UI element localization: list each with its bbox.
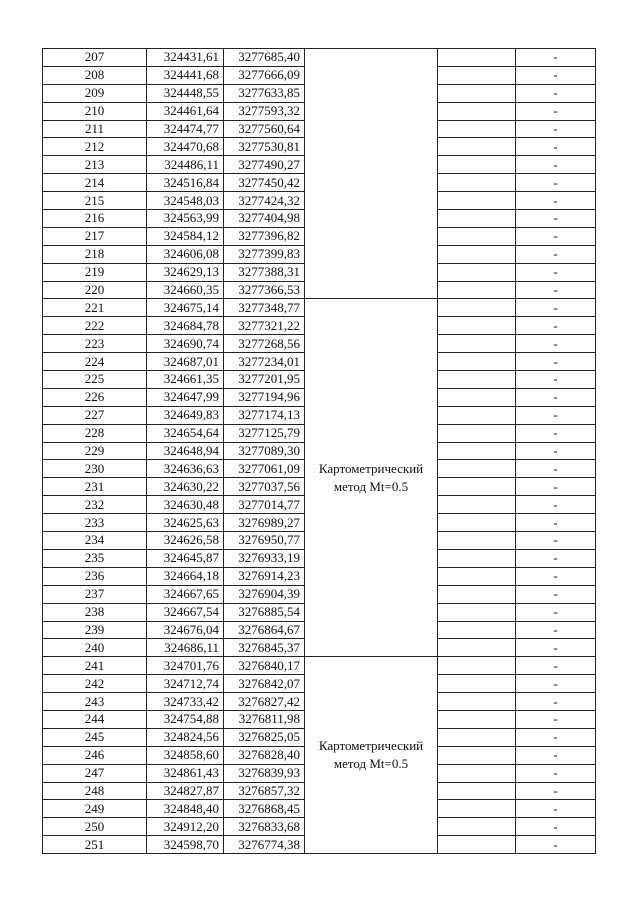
y-coordinate-cell: 3277490,27 [224,156,305,174]
y-coordinate-cell: 3277633,85 [224,84,305,102]
y-coordinate-cell: 3276868,45 [224,800,305,818]
dash-cell: - [516,263,596,281]
dash-cell: - [516,567,596,585]
empty-cell [438,353,516,371]
y-coordinate-cell: 3277089,30 [224,442,305,460]
y-coordinate-cell: 3276828,40 [224,746,305,764]
x-coordinate-cell: 324630,22 [147,478,224,496]
x-coordinate-cell: 324667,65 [147,585,224,603]
dash-cell: - [516,138,596,156]
coordinates-table-body [43,49,596,854]
point-number-cell: 234 [43,532,147,550]
point-number-cell: 250 [43,818,147,836]
point-number-cell: 216 [43,210,147,228]
x-coordinate-cell: 324667,54 [147,603,224,621]
y-coordinate-cell: 3277061,09 [224,460,305,478]
x-coordinate-cell: 324754,88 [147,710,224,728]
point-number-cell: 224 [43,353,147,371]
dash-cell: - [516,460,596,478]
y-coordinate-cell: 3277424,32 [224,192,305,210]
y-coordinate-cell: 3276833,68 [224,818,305,836]
empty-cell [438,49,516,67]
table-row [43,657,596,675]
dash-cell: - [516,818,596,836]
dash-cell: - [516,478,596,496]
dash-cell: - [516,764,596,782]
dash-cell: - [516,192,596,210]
point-number-cell: 213 [43,156,147,174]
y-coordinate-cell: 3276774,38 [224,836,305,854]
empty-cell [438,532,516,550]
point-number-cell: 239 [43,621,147,639]
empty-cell [438,800,516,818]
dash-cell: - [516,49,596,67]
empty-cell [438,549,516,567]
x-coordinate-cell: 324584,12 [147,227,224,245]
y-coordinate-cell: 3277396,82 [224,227,305,245]
point-number-cell: 208 [43,66,147,84]
y-coordinate-cell: 3277014,77 [224,496,305,514]
empty-cell [438,585,516,603]
dash-cell: - [516,657,596,675]
dash-cell: - [516,836,596,854]
dash-cell: - [516,317,596,335]
point-number-cell: 233 [43,514,147,532]
point-number-cell: 215 [43,192,147,210]
point-number-cell: 236 [43,567,147,585]
y-coordinate-cell: 3277593,32 [224,102,305,120]
point-number-cell: 212 [43,138,147,156]
dash-cell: - [516,353,596,371]
empty-cell [438,245,516,263]
empty-cell [438,657,516,675]
empty-cell [438,836,516,854]
x-coordinate-cell: 324675,14 [147,299,224,317]
y-coordinate-cell: 3277201,95 [224,371,305,389]
x-coordinate-cell: 324598,70 [147,836,224,854]
dash-cell: - [516,639,596,657]
empty-cell [438,442,516,460]
point-number-cell: 214 [43,174,147,192]
y-coordinate-cell: 3277388,31 [224,263,305,281]
dash-cell: - [516,746,596,764]
y-coordinate-cell: 3276840,17 [224,657,305,675]
point-number-cell: 246 [43,746,147,764]
dash-cell: - [516,156,596,174]
dash-cell: - [516,621,596,639]
empty-cell [438,746,516,764]
dash-cell: - [516,245,596,263]
dash-cell: - [516,388,596,406]
point-number-cell: 232 [43,496,147,514]
point-number-cell: 247 [43,764,147,782]
empty-cell [438,102,516,120]
dash-cell: - [516,281,596,299]
x-coordinate-cell: 324912,20 [147,818,224,836]
dash-cell: - [516,603,596,621]
y-coordinate-cell: 3277037,56 [224,478,305,496]
empty-cell [438,388,516,406]
x-coordinate-cell: 324676,04 [147,621,224,639]
point-number-cell: 211 [43,120,147,138]
dash-cell: - [516,424,596,442]
x-coordinate-cell: 324645,87 [147,549,224,567]
empty-cell [438,764,516,782]
y-coordinate-cell: 3277399,83 [224,245,305,263]
x-coordinate-cell: 324649,83 [147,406,224,424]
point-number-cell: 222 [43,317,147,335]
point-number-cell: 242 [43,675,147,693]
y-coordinate-cell: 3276839,93 [224,764,305,782]
empty-cell [438,156,516,174]
y-coordinate-cell: 3276845,37 [224,639,305,657]
dash-cell: - [516,549,596,567]
y-coordinate-cell: 3277404,98 [224,210,305,228]
x-coordinate-cell: 324684,78 [147,317,224,335]
x-coordinate-cell: 324470,68 [147,138,224,156]
x-coordinate-cell: 324648,94 [147,442,224,460]
x-coordinate-cell: 324824,56 [147,728,224,746]
point-number-cell: 237 [43,585,147,603]
point-number-cell: 249 [43,800,147,818]
point-number-cell: 217 [43,227,147,245]
point-number-cell: 241 [43,657,147,675]
point-number-cell: 248 [43,782,147,800]
x-coordinate-cell: 324516,84 [147,174,224,192]
point-number-cell: 230 [43,460,147,478]
point-number-cell: 229 [43,442,147,460]
y-coordinate-cell: 3277560,64 [224,120,305,138]
y-coordinate-cell: 3276933,19 [224,549,305,567]
x-coordinate-cell: 324687,01 [147,353,224,371]
x-coordinate-cell: 324448,55 [147,84,224,102]
x-coordinate-cell: 324625,63 [147,514,224,532]
empty-cell [438,66,516,84]
dash-cell: - [516,102,596,120]
point-number-cell: 238 [43,603,147,621]
y-coordinate-cell: 3276989,27 [224,514,305,532]
y-coordinate-cell: 3277530,81 [224,138,305,156]
empty-cell [438,693,516,711]
dash-cell: - [516,66,596,84]
x-coordinate-cell: 324431,61 [147,49,224,67]
x-coordinate-cell: 324848,40 [147,800,224,818]
point-number-cell: 218 [43,245,147,263]
y-coordinate-cell: 3276811,98 [224,710,305,728]
empty-cell [438,84,516,102]
dash-cell: - [516,693,596,711]
point-number-cell: 228 [43,424,147,442]
dash-cell: - [516,442,596,460]
x-coordinate-cell: 324664,18 [147,567,224,585]
empty-cell [438,371,516,389]
y-coordinate-cell: 3277234,01 [224,353,305,371]
x-coordinate-cell: 324686,11 [147,639,224,657]
x-coordinate-cell: 324861,43 [147,764,224,782]
x-coordinate-cell: 324629,13 [147,263,224,281]
empty-cell [438,496,516,514]
point-number-cell: 245 [43,728,147,746]
y-coordinate-cell: 3277321,22 [224,317,305,335]
dash-cell: - [516,210,596,228]
x-coordinate-cell: 324626,58 [147,532,224,550]
empty-cell [438,210,516,228]
point-number-cell: 227 [43,406,147,424]
table-row [43,49,596,67]
x-coordinate-cell: 324733,42 [147,693,224,711]
empty-cell [438,317,516,335]
empty-cell [438,299,516,317]
y-coordinate-cell: 3276904,39 [224,585,305,603]
empty-cell [438,514,516,532]
empty-cell [438,192,516,210]
point-number-cell: 251 [43,836,147,854]
dash-cell: - [516,371,596,389]
y-coordinate-cell: 3276885,54 [224,603,305,621]
dash-cell: - [516,514,596,532]
x-coordinate-cell: 324486,11 [147,156,224,174]
point-number-cell: 219 [43,263,147,281]
dash-cell: - [516,120,596,138]
empty-cell [438,675,516,693]
dash-cell: - [516,299,596,317]
point-number-cell: 209 [43,84,147,102]
point-number-cell: 210 [43,102,147,120]
x-coordinate-cell: 324858,60 [147,746,224,764]
empty-cell [438,603,516,621]
x-coordinate-cell: 324636,63 [147,460,224,478]
empty-cell [438,639,516,657]
empty-cell [438,460,516,478]
method-cell: Картометрический метод Mt=0.5 [305,299,438,657]
y-coordinate-cell: 3276827,42 [224,693,305,711]
empty-cell [438,621,516,639]
point-number-cell: 240 [43,639,147,657]
x-coordinate-cell: 324660,35 [147,281,224,299]
y-coordinate-cell: 3277125,79 [224,424,305,442]
point-number-cell: 225 [43,371,147,389]
table-row [43,299,596,317]
dash-cell: - [516,496,596,514]
y-coordinate-cell: 3277194,96 [224,388,305,406]
empty-cell [438,138,516,156]
dash-cell: - [516,800,596,818]
method-cell: Картометрический метод Mt=0.5 [305,657,438,854]
empty-cell [438,818,516,836]
dash-cell: - [516,710,596,728]
x-coordinate-cell: 324461,64 [147,102,224,120]
y-coordinate-cell: 3276842,07 [224,675,305,693]
x-coordinate-cell: 324630,48 [147,496,224,514]
point-number-cell: 223 [43,335,147,353]
y-coordinate-cell: 3277666,09 [224,66,305,84]
y-coordinate-cell: 3277450,42 [224,174,305,192]
empty-cell [438,478,516,496]
dash-cell: - [516,227,596,245]
x-coordinate-cell: 324474,77 [147,120,224,138]
dash-cell: - [516,585,596,603]
empty-cell [438,567,516,585]
empty-cell [438,406,516,424]
dash-cell: - [516,84,596,102]
y-coordinate-cell: 3276825,05 [224,728,305,746]
y-coordinate-cell: 3277348,77 [224,299,305,317]
dash-cell: - [516,406,596,424]
empty-cell [438,227,516,245]
point-number-cell: 221 [43,299,147,317]
point-number-cell: 207 [43,49,147,67]
point-number-cell: 243 [43,693,147,711]
empty-cell [438,335,516,353]
x-coordinate-cell: 324701,76 [147,657,224,675]
point-number-cell: 226 [43,388,147,406]
x-coordinate-cell: 324712,74 [147,675,224,693]
empty-cell [438,710,516,728]
x-coordinate-cell: 324690,74 [147,335,224,353]
x-coordinate-cell: 324647,99 [147,388,224,406]
y-coordinate-cell: 3276864,67 [224,621,305,639]
y-coordinate-cell: 3277268,56 [224,335,305,353]
x-coordinate-cell: 324661,35 [147,371,224,389]
x-coordinate-cell: 324563,99 [147,210,224,228]
y-coordinate-cell: 3276857,32 [224,782,305,800]
x-coordinate-cell: 324606,08 [147,245,224,263]
dash-cell: - [516,782,596,800]
dash-cell: - [516,335,596,353]
y-coordinate-cell: 3277174,13 [224,406,305,424]
x-coordinate-cell: 324827,87 [147,782,224,800]
x-coordinate-cell: 324441,68 [147,66,224,84]
y-coordinate-cell: 3276914,23 [224,567,305,585]
method-cell [305,49,438,299]
empty-cell [438,263,516,281]
empty-cell [438,120,516,138]
y-coordinate-cell: 3276950,77 [224,532,305,550]
coordinates-table [42,48,596,854]
x-coordinate-cell: 324548,03 [147,192,224,210]
dash-cell: - [516,532,596,550]
x-coordinate-cell: 324654,64 [147,424,224,442]
point-number-cell: 235 [43,549,147,567]
dash-cell: - [516,728,596,746]
empty-cell [438,281,516,299]
point-number-cell: 244 [43,710,147,728]
y-coordinate-cell: 3277366,53 [224,281,305,299]
point-number-cell: 231 [43,478,147,496]
empty-cell [438,782,516,800]
point-number-cell: 220 [43,281,147,299]
empty-cell [438,174,516,192]
y-coordinate-cell: 3277685,40 [224,49,305,67]
empty-cell [438,424,516,442]
dash-cell: - [516,174,596,192]
dash-cell: - [516,675,596,693]
empty-cell [438,728,516,746]
